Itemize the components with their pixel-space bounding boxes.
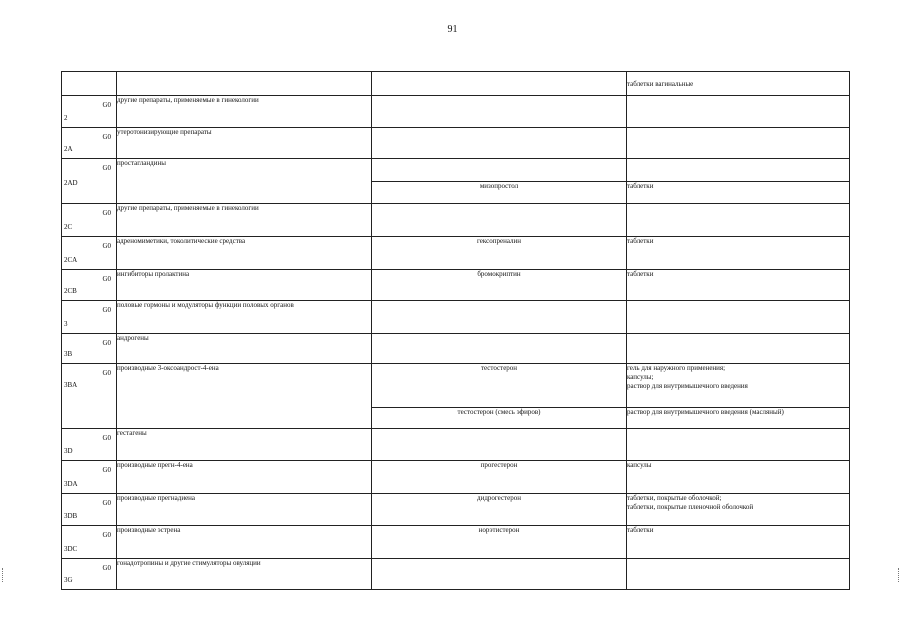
description-cell: производные прегнадиена [117,494,372,526]
form-cell: таблетки [627,182,850,204]
table-row [62,461,850,494]
atc-code-prefix: G0 [102,242,111,250]
code-cell [62,559,117,590]
description-cell: простагландины [117,159,372,204]
table-row [62,96,850,128]
code-cell [62,526,117,559]
atc-code-suffix: 3B [64,350,73,358]
atc-code-prefix: G0 [102,499,111,507]
atc-code-suffix: 3BA [64,381,78,389]
atc-code-prefix: G0 [102,133,111,141]
dosage-form-line: таблетки, покрытые пленочной оболочкой [627,503,754,511]
drug-cell: дидрогестерон [372,494,627,526]
form-cell [627,559,850,590]
table-row [62,159,850,182]
code-cell [62,429,117,461]
code-cell [62,301,117,334]
table-row [62,72,850,96]
atc-code-suffix: 2 [64,114,68,122]
table-row [62,429,850,461]
code-cell [62,96,117,128]
description-cell: гонадотропины и другие стимуляторы овуляции [117,559,372,590]
atc-code-suffix: 3D [64,447,73,455]
code-cell [62,204,117,237]
drug-cell [372,559,627,590]
form-cell [627,301,850,334]
atc-code-prefix: G0 [102,164,111,172]
code-cell [62,237,117,270]
table-row [62,494,850,526]
dosage-form-line: раствор для внутримышечного введения [627,382,748,390]
form-cell [627,128,850,159]
form-cell [627,204,850,237]
page-number: 91 [447,24,458,35]
dosage-form-line: гель для наружного применения; [627,364,726,372]
table-row [62,364,850,408]
atc-code-suffix: 2A [64,145,73,153]
code-cell [62,72,117,96]
description-cell: другие препараты, применяемые в гинекологии [117,96,372,128]
form-cell [627,334,850,364]
form-cell: таблетки [627,237,850,270]
drug-cell: прогестерон [372,461,627,494]
code-cell [62,494,117,526]
drug-cell [372,301,627,334]
scan-edge-mark [2,568,6,582]
atc-code-suffix: 3G [64,576,73,584]
form-cell: таблетки [627,270,850,301]
atc-code-prefix: G0 [102,564,111,572]
drug-cell: тестостерон [372,364,627,408]
drug-cell: бромокриптин [372,270,627,301]
dosage-form: таблетки вагинальные [627,80,694,88]
drug-cell [372,204,627,237]
description-cell: производные эстрена [117,526,372,559]
drug-cell [372,334,627,364]
drug-cell [372,128,627,159]
table-row [62,301,850,334]
atc-code-prefix: G0 [102,306,111,314]
atc-code-suffix: 3DC [64,545,78,553]
table-row [62,559,850,590]
table-row [62,128,850,159]
atc-code-suffix: 3DA [64,480,78,488]
drug-cell [372,96,627,128]
atc-code-suffix: 3 [64,320,68,328]
atc-code-prefix: G0 [102,369,111,377]
drug-cell [372,159,627,182]
description-cell: ингибиторы пролактина [117,270,372,301]
table-row [62,334,850,364]
dosage-form-line: капсулы; [627,373,654,381]
description-cell: производные прегн-4-ена [117,461,372,494]
atc-code-prefix: G0 [102,275,111,283]
form-cell [627,494,850,526]
form-cell [627,72,850,96]
description-cell: другие препараты, применяемые в гинекологии [117,204,372,237]
description-cell: утеротонизирующие препараты [117,128,372,159]
atc-code-suffix: 2CA [64,256,78,264]
form-cell: раствор для внутримышечного введения (масляный) [627,408,850,429]
atc-code-prefix: G0 [102,339,111,347]
atc-code-prefix: G0 [102,434,111,442]
description-cell: андрогены [117,334,372,364]
atc-code-suffix: 2C [64,223,73,231]
table-row [62,204,850,237]
drug-cell: тестостерон (смесь эфиров) [372,408,627,429]
code-cell [62,334,117,364]
drug-cell [372,429,627,461]
scan-edge-mark [898,568,902,582]
code-cell [62,270,117,301]
code-cell [62,159,117,204]
atc-code-suffix: 2CB [64,287,77,295]
table-row [62,237,850,270]
drug-cell: гексопреналин [372,237,627,270]
form-cell: таблетки [627,526,850,559]
form-cell: капсулы [627,461,850,494]
drug-cell: мизопростол [372,182,627,204]
description-cell: половые гормоны и модуляторы функции половых органов [117,301,372,334]
atc-code-prefix: G0 [102,101,111,109]
description-cell: гестагены [117,429,372,461]
table-row [62,270,850,301]
description-cell: производные 3-оксоандрост-4-ена [117,364,372,429]
code-cell [62,128,117,159]
description-cell: адреномиметики, токолитические средства [117,237,372,270]
atc-code-suffix: 2AD [64,179,78,187]
drug-cell [372,72,627,96]
form-cell [627,159,850,182]
form-cell [627,96,850,128]
drug-table [61,71,850,590]
form-cell [627,364,850,408]
table-row [62,526,850,559]
atc-code-prefix: G0 [102,209,111,217]
description-cell [117,72,372,96]
form-cell [627,429,850,461]
atc-code-prefix: G0 [102,466,111,474]
code-cell [62,364,117,429]
atc-code-suffix: 3DB [64,512,78,520]
atc-code-prefix: G0 [102,531,111,539]
dosage-form-line: таблетки, покрытые оболочкой; [627,494,722,502]
drug-cell: норэтистерон [372,526,627,559]
code-cell [62,461,117,494]
